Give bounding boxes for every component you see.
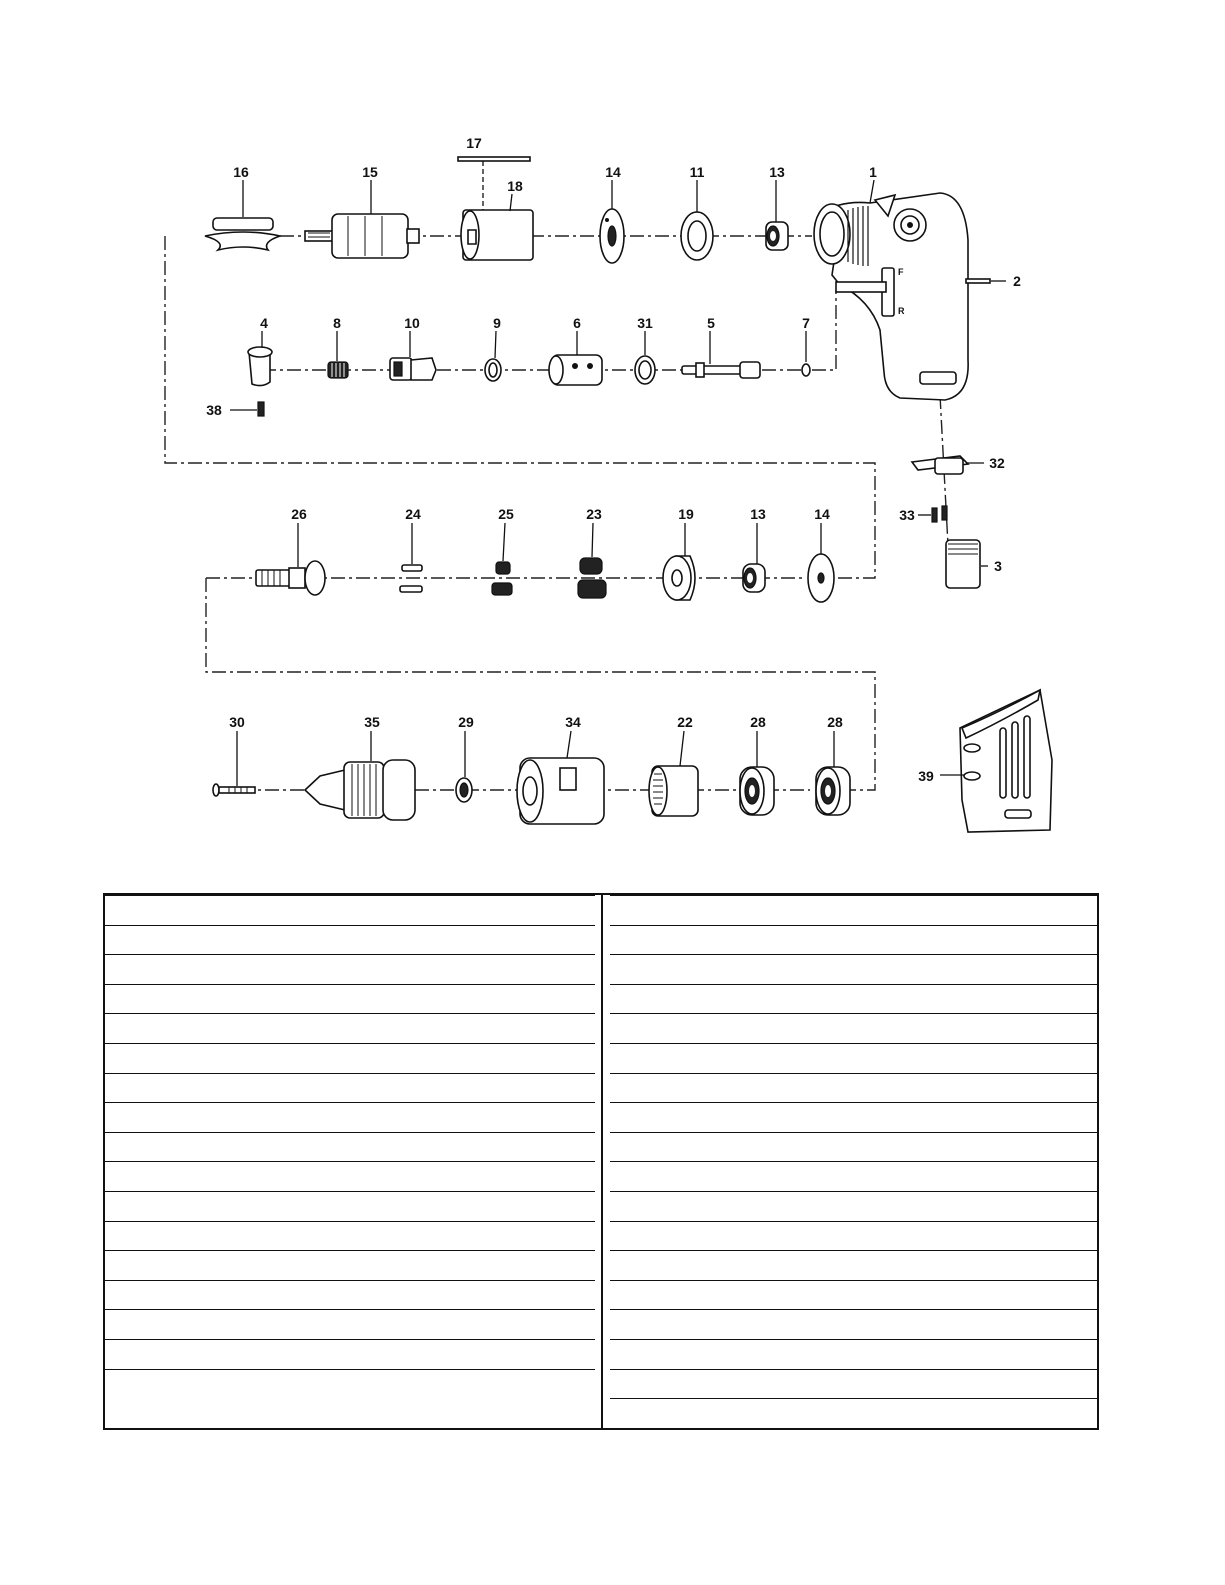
callout-19: 19 <box>678 506 694 522</box>
callout-38: 38 <box>206 402 222 418</box>
callout-2: 2 <box>1013 273 1021 289</box>
callout-15: 15 <box>362 164 378 180</box>
callout-13-bottom: 13 <box>750 506 766 522</box>
part-23-planet-gears <box>578 523 606 598</box>
part-3-air-inlet <box>946 540 988 588</box>
part-1-housing <box>814 180 968 400</box>
column-divider <box>601 895 603 1428</box>
table-row <box>105 1221 595 1252</box>
callout-14-bottom: 14 <box>814 506 830 522</box>
table-row <box>610 1221 1097 1252</box>
part-19-gear-ring <box>663 523 695 600</box>
part-14-end-plate-lower <box>808 523 834 602</box>
table-row <box>610 1043 1097 1074</box>
part-8-spring <box>328 331 348 378</box>
table-row <box>610 1280 1097 1311</box>
callout-32: 32 <box>989 455 1005 471</box>
part-29-washer <box>456 731 472 802</box>
table-row <box>610 1013 1097 1044</box>
table-row <box>105 1339 595 1370</box>
callout-10: 10 <box>404 315 420 331</box>
table-row <box>105 1191 595 1222</box>
table-row <box>610 984 1097 1015</box>
table-row <box>105 984 595 1015</box>
table-row <box>105 1309 595 1340</box>
callout-28-b: 28 <box>827 714 843 730</box>
part-22-needle-bearing <box>649 731 698 816</box>
table-row <box>610 1073 1097 1104</box>
callout-14-top: 14 <box>605 164 621 180</box>
table-row <box>105 1043 595 1074</box>
reverse-mark: R <box>898 306 905 316</box>
table-row <box>610 1161 1097 1192</box>
callout-9: 9 <box>493 315 501 331</box>
part-5-valve-stem <box>682 331 760 378</box>
part-11-gasket <box>681 180 713 260</box>
table-row <box>105 1102 595 1133</box>
parts-table-left-column <box>105 895 595 1428</box>
part-38-screw <box>230 402 264 416</box>
table-row <box>610 1339 1097 1370</box>
callout-34: 34 <box>565 714 581 730</box>
table-row <box>105 1280 595 1311</box>
part-25-planet-gears <box>492 523 512 595</box>
part-10-valve <box>390 331 436 380</box>
table-row <box>105 1132 595 1163</box>
callout-17: 17 <box>466 135 482 151</box>
part-13-bearing <box>766 180 788 250</box>
callout-8: 8 <box>333 315 341 331</box>
parts-table-right-column <box>610 895 1097 1428</box>
callout-29: 29 <box>458 714 474 730</box>
callout-39: 39 <box>918 768 934 784</box>
part-4-bushing <box>248 331 272 386</box>
table-row <box>610 1191 1097 1222</box>
table-row <box>610 895 1097 926</box>
table-row <box>610 1250 1097 1281</box>
table-row <box>105 1073 595 1104</box>
table-row <box>610 865 1097 896</box>
table-row <box>105 925 595 956</box>
callout-16: 16 <box>233 164 249 180</box>
forward-mark: F <box>898 267 904 277</box>
callout-6: 6 <box>573 315 581 331</box>
callout-3: 3 <box>994 558 1002 574</box>
part-33-screws <box>918 506 947 522</box>
callout-18: 18 <box>507 178 523 194</box>
callout-11: 11 <box>689 164 705 180</box>
table-row <box>105 895 595 926</box>
callout-23: 23 <box>586 506 602 522</box>
callout-26: 26 <box>291 506 307 522</box>
callout-35: 35 <box>364 714 380 730</box>
part-32-inlet-plate <box>912 456 984 474</box>
callout-4: 4 <box>260 315 268 331</box>
part-9-o-ring <box>485 331 501 381</box>
callout-25: 25 <box>498 506 514 522</box>
part-26-spindle <box>256 523 325 595</box>
part-15-rotor <box>305 180 419 258</box>
part-34-gear-housing <box>517 731 604 824</box>
part-39-grip-sleeve <box>940 690 1052 832</box>
part-16-muffler <box>205 180 280 250</box>
callout-24: 24 <box>405 506 421 522</box>
table-row <box>105 1161 595 1192</box>
part-18-cylinder <box>461 194 533 260</box>
part-28-bearing-a <box>740 731 774 815</box>
assembly-chain-lines <box>165 236 948 790</box>
callout-31: 31 <box>637 315 653 331</box>
part-2-pin <box>966 279 1006 283</box>
part-7-o-ring <box>802 331 810 376</box>
callout-1: 1 <box>869 164 877 180</box>
callout-28-a: 28 <box>750 714 766 730</box>
part-28-bearing-b <box>816 731 850 815</box>
table-row <box>105 1013 595 1044</box>
table-row <box>610 1309 1097 1340</box>
part-13-bearing-lower <box>743 523 765 592</box>
callout-5: 5 <box>707 315 715 331</box>
part-24-pins <box>400 523 422 592</box>
callout-33: 33 <box>899 507 915 523</box>
parts-list-table <box>103 893 1099 1430</box>
part-6-valve-sleeve <box>549 331 602 385</box>
callout-7: 7 <box>802 315 810 331</box>
table-row <box>610 954 1097 985</box>
part-31-o-ring <box>635 331 655 384</box>
callout-22: 22 <box>677 714 693 730</box>
part-30-screw <box>213 731 255 796</box>
table-row <box>610 925 1097 956</box>
callout-30: 30 <box>229 714 245 730</box>
table-row <box>610 1369 1097 1400</box>
table-row <box>105 865 595 896</box>
table-row <box>105 1250 595 1281</box>
table-row <box>610 1102 1097 1133</box>
table-row <box>610 1132 1097 1163</box>
callout-13-top: 13 <box>769 164 785 180</box>
part-14-end-plate <box>600 180 624 263</box>
part-35-chuck <box>305 731 415 820</box>
table-row <box>105 954 595 985</box>
